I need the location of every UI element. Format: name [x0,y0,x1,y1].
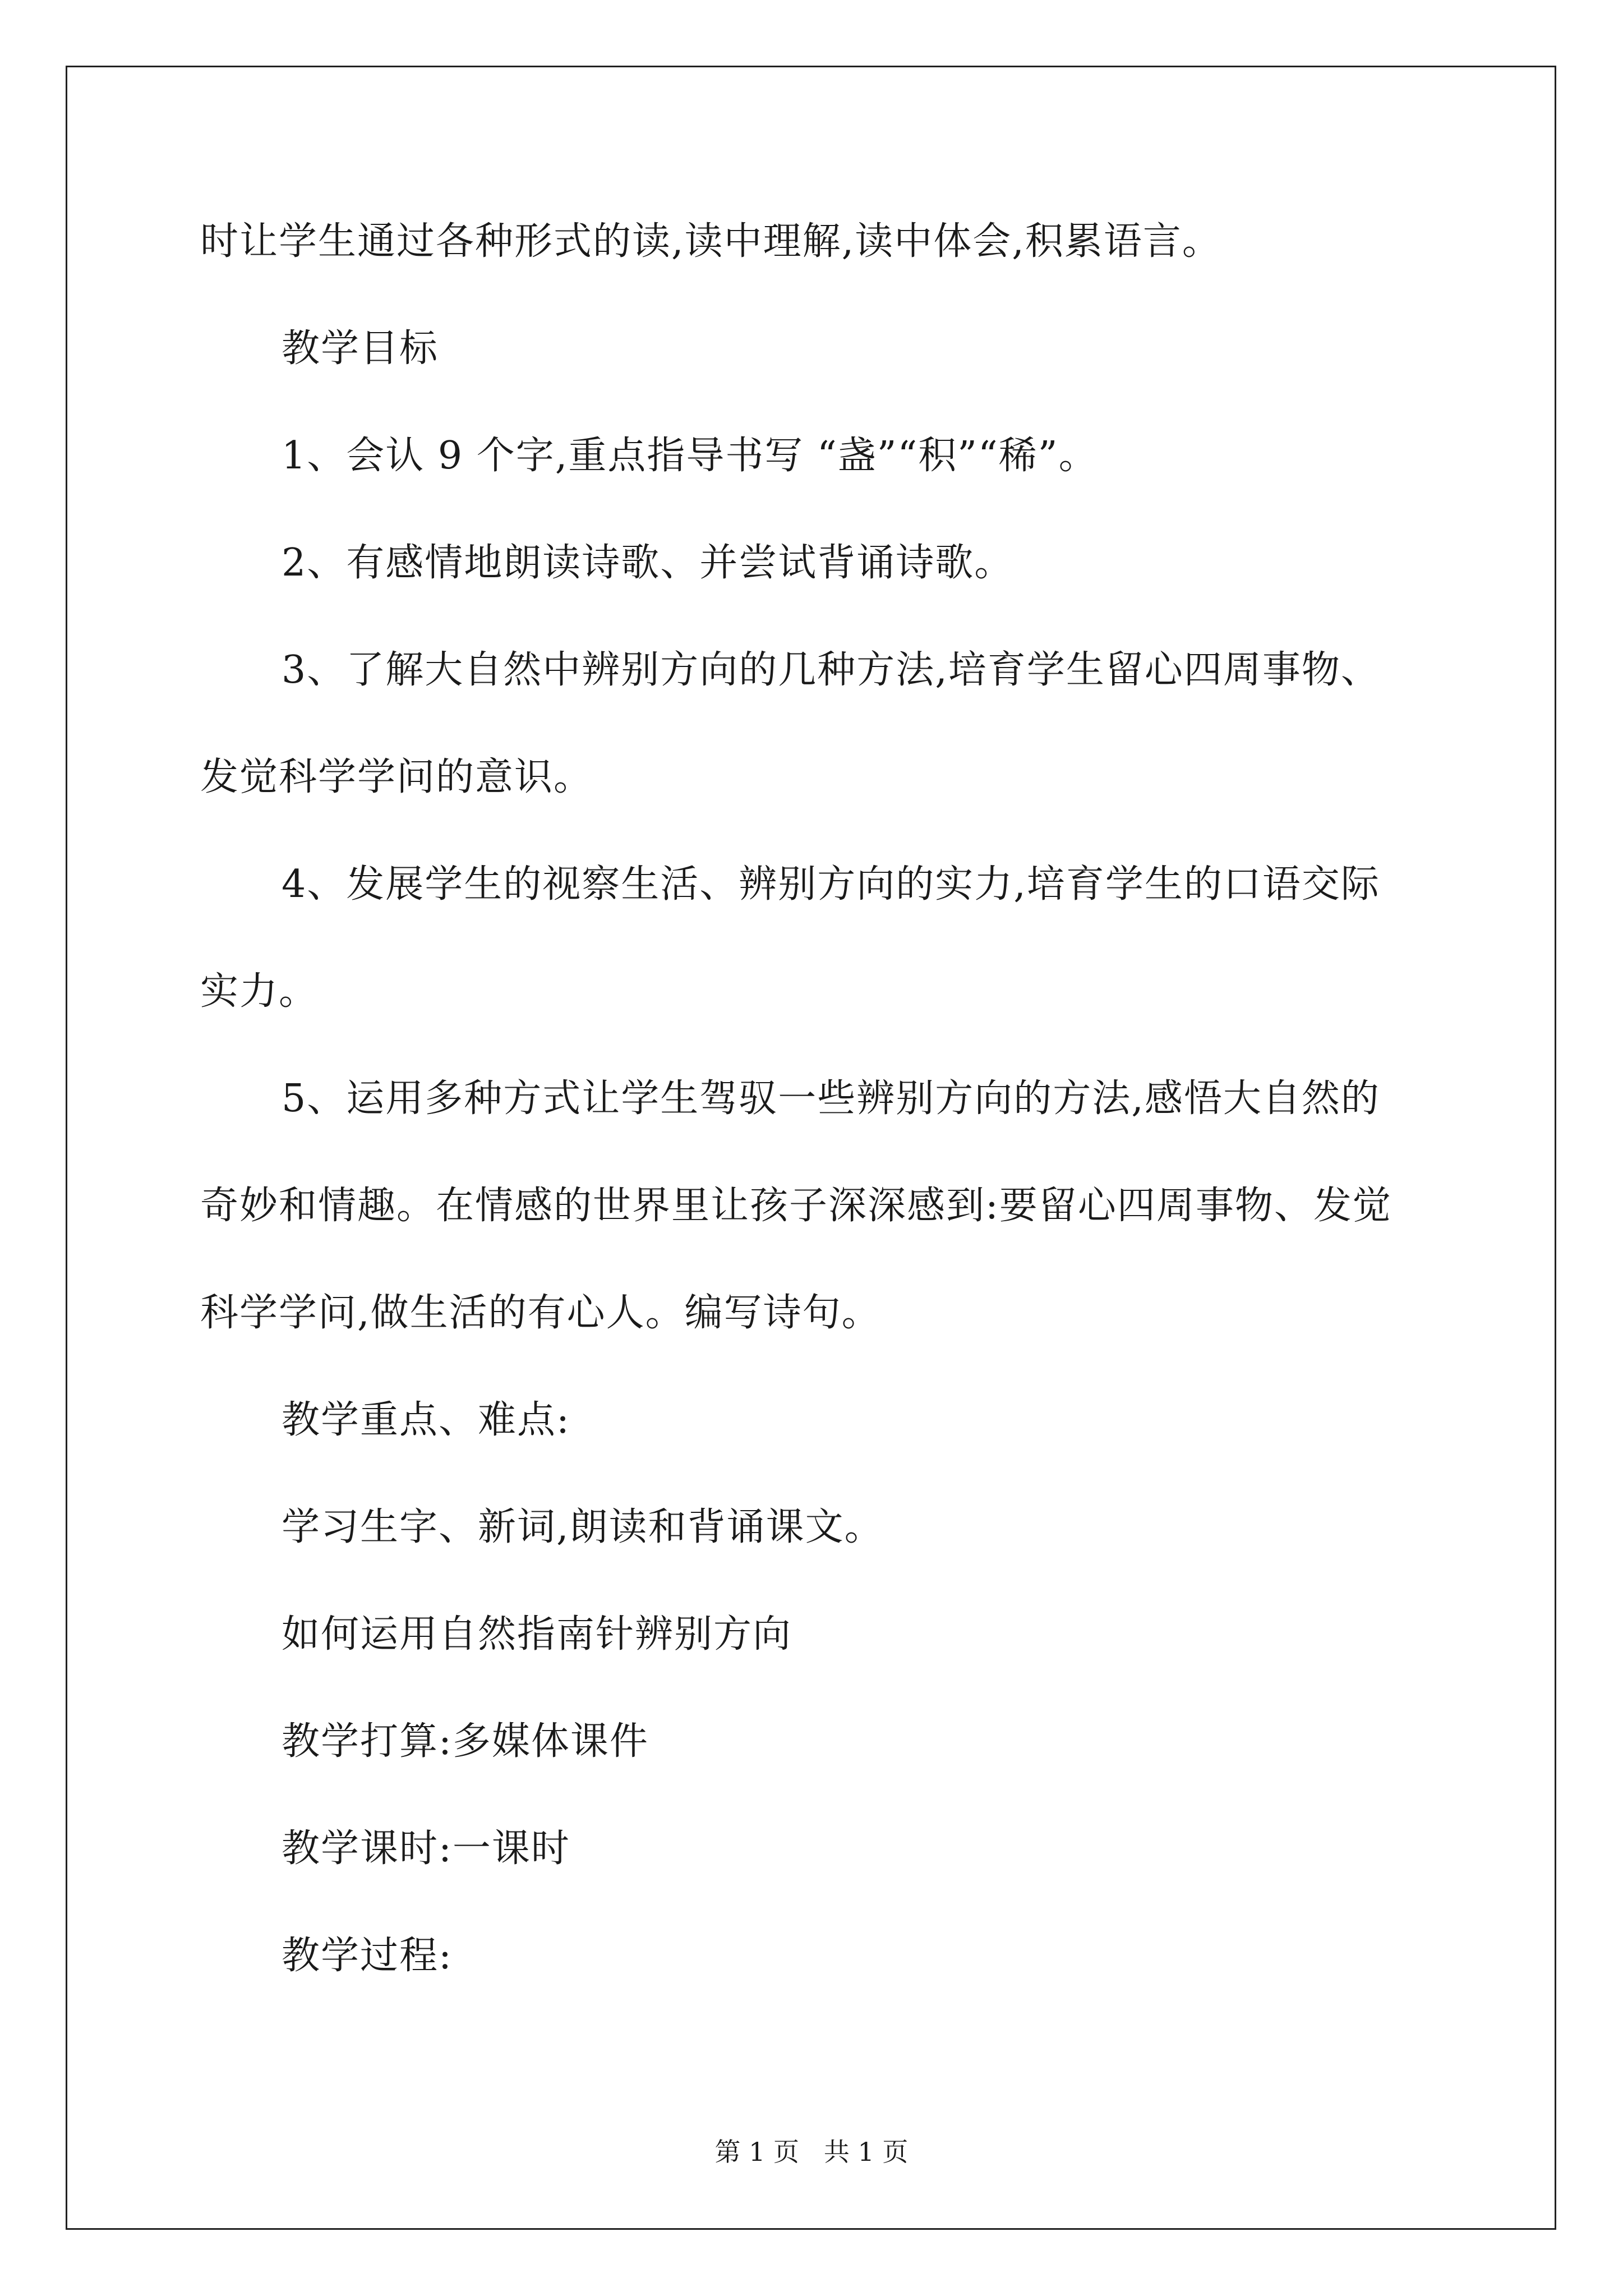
teaching-hours: 教学课时:一课时 [282,1826,570,1871]
heading-teaching-process: 教学过程: [282,1934,453,1978]
heading-teaching-goals: 教学目标 [282,326,439,371]
goal-item-5: 5、运用多种方式让学生驾驭一些辨别方向的方法,感悟大自然的 [282,1076,1380,1121]
goal-item-3: 3、了解大自然中辨别方向的几种方法,培育学生留心四周事物、 [282,648,1380,692]
goal-item-4-continued: 实力。 [200,969,319,1014]
teaching-preparation: 教学打算:多媒体课件 [282,1719,649,1764]
goal-item-5-continued-2: 科学学问,做生活的有心人。编写诗句。 [200,1291,881,1335]
goal-item-2: 2、有感情地朗读诗歌、并尝试背诵诗歌。 [282,541,1014,585]
goal-item-5-continued: 奇妙和情趣。在情感的世界里让孩子深深感到:要留心四周事物、发觉 [200,1184,1392,1228]
page-number-footer: 第 1 页 共 1 页 [714,2137,909,2167]
goal-item-4: 4、发展学生的视察生活、辨别方向的实力,培育学生的口语交际 [282,862,1380,907]
paragraph-line: 时让学生通过各种形式的读,读中理解,读中体会,积累语言。 [200,219,1221,264]
heading-key-points: 教学重点、难点: [282,1398,570,1442]
goal-item-1: 1、会认 9 个字,重点指导书写 “盏”“积”“稀”。 [282,434,1098,478]
document-body [200,219,1428,2043]
goal-item-3-continued: 发觉科学学问的意识。 [200,755,593,799]
key-point-2: 如何运用自然指南针辨别方向 [282,1612,792,1657]
key-point-1: 学习生字、新词,朗读和背诵课文。 [282,1505,884,1549]
